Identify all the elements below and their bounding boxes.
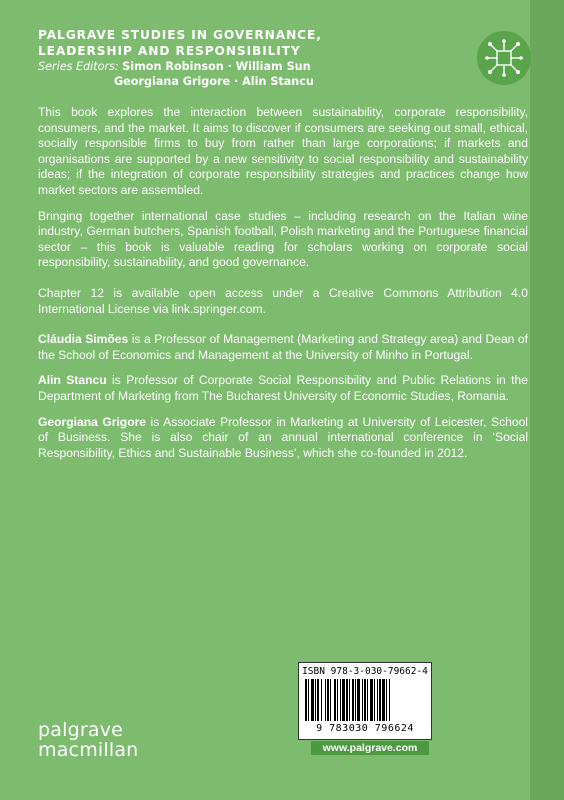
open-access-note: Chapter 12 is available open access under a Creative Commons Attribution 4.0 International License via link.springer.com. (38, 285, 528, 316)
description-paragraph-1: This book explores the interaction between sustainability, corporate responsibility, consumers, and the market. It aims to discover if consumers are seeking out small, ethical, socially responsible firms to buy from rather than large corporations; if markets and organisations are supported by a new sensitivity to social responsibility and sustainability ideas; if the integration of corporate responsibility strategies and practices change how market sectors are assembled. (38, 105, 528, 197)
barcode-digits: 9 783030 796624 (316, 723, 414, 734)
barcode-bar (337, 679, 338, 721)
barcode-bar (386, 679, 387, 721)
barcode-bar (364, 679, 366, 721)
barcode-bar (325, 679, 326, 721)
bio-alin-stancu (38, 373, 528, 404)
publisher-url: www.palgrave.com (311, 741, 429, 755)
barcode-bar (330, 679, 331, 721)
barcode-bar (370, 679, 373, 721)
barcode-bar (355, 679, 356, 721)
bio-text: is Associate Professor in Marketing at University of Leicester, School of Business. She is also chair of an annual international conference in ‘Social Responsibility, Ethics and Sustainable Business’, which she co-founded in 2012. (38, 414, 528, 460)
barcode-bar (357, 679, 360, 721)
editors-names-line2: Georgiana Grigore · Alin Stancu (114, 75, 314, 88)
publisher-logo-line2: macmillan (38, 739, 139, 761)
barcode-bar (367, 679, 368, 721)
bio-claudia-simoes (38, 332, 528, 363)
publisher-logo (38, 720, 138, 760)
back-cover-text (38, 105, 528, 461)
barcode-bar (317, 679, 319, 721)
series-title-line2: LEADERSHIP AND RESPONSIBILITY (38, 44, 301, 58)
barcode-bar (346, 679, 348, 721)
barcode-bars (303, 679, 427, 723)
barcode-bar (334, 679, 336, 721)
isbn-barcode (298, 662, 432, 740)
bio-name: Georgiana Grigore (38, 414, 147, 429)
editors-names-line1: Simon Robinson · William Sun (122, 60, 311, 73)
bio-name: Cláudia Simões (38, 332, 129, 347)
spine-strip (530, 0, 564, 800)
series-header (38, 27, 458, 89)
bio-name: Alin Stancu (38, 373, 107, 388)
publisher-logo-line1: palgrave (38, 719, 124, 741)
bio-georgiana-grigore (38, 415, 528, 462)
barcode-bar (305, 679, 307, 721)
barcode-bar (389, 679, 390, 721)
barcode-bar (352, 679, 354, 721)
editors-prefix: Series Editors: (38, 60, 119, 73)
barcode-bar (382, 679, 385, 721)
barcode-bar (377, 679, 378, 721)
bio-text: is Professor of Corporate Social Responsibility and Public Relations in the Department of Marketing from The Bucharest University of Economic Studies, Romania. (38, 373, 528, 403)
barcode-bar (374, 679, 375, 721)
series-editors (38, 59, 458, 74)
barcode-bar (311, 679, 314, 721)
barcode-bar (315, 679, 316, 721)
barcode-bar (327, 679, 329, 721)
barcode-bar (362, 679, 363, 721)
isbn-label: ISBN 978-3-030-79662-4 (302, 666, 428, 677)
barcode-bar (379, 679, 381, 721)
barcode-bar (308, 679, 309, 721)
barcode-bar (340, 679, 341, 721)
barcode-bar (321, 679, 322, 721)
description-paragraph-2: Bringing together international case studies – including research on the Italian wine industry, German butchers, Spanish football, Polish marketing and the Portuguese financial sector – this book is valuable reading for scholars working on corporate social responsibility, sustainability, and good governance. (38, 208, 528, 270)
barcode-bar (342, 679, 345, 721)
barcode-bar (349, 679, 350, 721)
network-graph-icon (477, 31, 531, 85)
bio-text: is a Professor of Management (Marketing and Strategy area) and Dean of the School of Economics and Management at the University of Minho in Portugal. (38, 332, 528, 362)
series-title-line1: PALGRAVE STUDIES IN GOVERNANCE, (38, 28, 322, 42)
